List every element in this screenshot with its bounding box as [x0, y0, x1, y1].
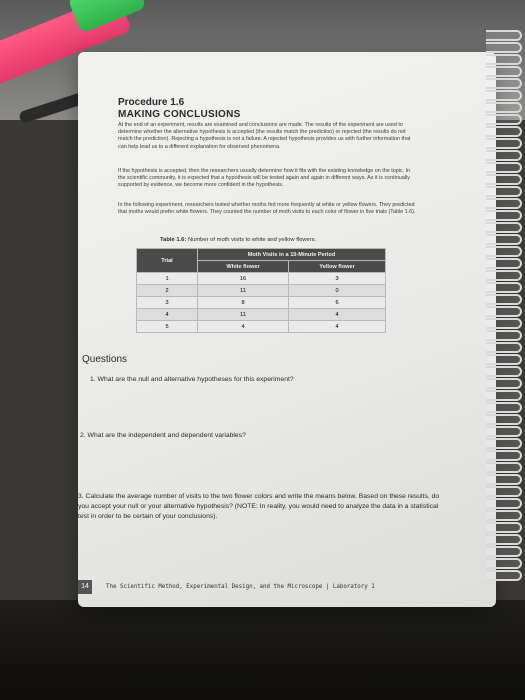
trial-cell: 1 [137, 273, 198, 285]
table-row [137, 273, 386, 285]
spiral-coil [486, 42, 522, 53]
spiral-coil [486, 570, 522, 581]
spiral-coil [486, 114, 522, 125]
spiral-coil [486, 486, 522, 497]
spiral-coil [486, 78, 522, 89]
spiral-coil [486, 66, 522, 77]
desk-shadow [0, 600, 525, 700]
spiral-coil [486, 102, 522, 113]
paragraph-3: In the following experiment, researchers tested whether moths fed more frequently at white or yellow flowers. They predicted that moths would prefer white flowers. They counted the number of moth visits to each color of flower in five trials (Table 1.6). [118, 202, 416, 216]
table-row [137, 285, 386, 297]
spiral-coil [486, 510, 522, 521]
spiral-coil [486, 234, 522, 245]
spiral-coil [486, 534, 522, 545]
white-count-cell: 16 [198, 273, 289, 285]
yellow-count-cell: 6 [289, 297, 386, 309]
spiral-coil [486, 330, 522, 341]
spiral-coil [486, 474, 522, 485]
spiral-coil [486, 414, 522, 425]
spiral-coil [486, 462, 522, 473]
spiral-coil [486, 30, 522, 41]
yellow-count-cell: 3 [289, 273, 386, 285]
spiral-coil [486, 186, 522, 197]
table-row [137, 297, 386, 309]
spiral-coil [486, 366, 522, 377]
spiral-coil [486, 162, 522, 173]
spiral-coil [486, 138, 522, 149]
table-caption [160, 237, 316, 243]
spiral-coil [486, 342, 522, 353]
spiral-coil [486, 174, 522, 185]
textbook-page [78, 52, 496, 607]
yellow-count-cell: 4 [289, 321, 386, 333]
spiral-coil [486, 390, 522, 401]
spiral-coil [486, 258, 522, 269]
spiral-coil [486, 438, 522, 449]
table-row [137, 309, 386, 321]
white-count-cell: 4 [198, 321, 289, 333]
white-count-cell: 8 [198, 297, 289, 309]
spiral-coil [486, 126, 522, 137]
spiral-coil [486, 498, 522, 509]
trial-header: Trial [137, 249, 198, 273]
white-flower-header: White flower [198, 261, 289, 273]
page-footer: The Scientific Method, Experimental Design, and the Microscope | Laboratory 1 [106, 584, 375, 590]
spiral-coil [486, 282, 522, 293]
table-caption-text: Number of moth visits to white and yellow flowers. [187, 237, 317, 243]
question-1: 1. What are the null and alternative hypotheses for this experiment? [90, 376, 294, 383]
spiral-coil [486, 354, 522, 365]
section-title: MAKING CONCLUSIONS [118, 109, 241, 120]
spiral-coil [486, 378, 522, 389]
questions-heading: Questions [82, 354, 128, 365]
moth-visits-group-header: Moth Visits in a 10-Minute Period [198, 249, 386, 261]
paragraph-2: If the hypothesis is accepted, then the researchers usually determine how it fits with the existing knowledge on the topic. In the scientific community, it is expected that a hypothesis will be tested again and again in different ways. As it is continually supported by evidence, we become more confident in the hypothesis. [118, 168, 411, 189]
trial-cell: 2 [137, 285, 198, 297]
spiral-coil [486, 150, 522, 161]
question-3: 3. Calculate the average number of visits to the two flower colors and write the means below. Based on these results, do you accept your null or your alternative hypothesis? (NOTE: In reality, you would need to analyze the data in a statistical test in order to be certain of your conclusions). [78, 493, 440, 520]
spiral-coil [486, 294, 522, 305]
spiral-coil [486, 210, 522, 221]
spiral-coil [486, 222, 522, 233]
procedure-number: Procedure 1.6 [118, 97, 185, 108]
spiral-coil [486, 198, 522, 209]
spiral-coil [486, 558, 522, 569]
paragraph-1: At the end of an experiment, results are examined and conclusions are made. The results of the experiment are used to determine whether the alternative hypothesis is accepted (the results match the prediction) or rejected (the results do not match the prediction). Rejecting a hypothesis is not a failure. A rejected hypothesis provides us with further information that can help lead us to a different explanation for observed phenomena. [118, 122, 411, 150]
white-count-cell: 11 [198, 285, 289, 297]
spiral-coil [486, 402, 522, 413]
trial-cell: 4 [137, 309, 198, 321]
white-count-cell: 11 [198, 309, 289, 321]
spiral-coil [486, 54, 522, 65]
table-caption-label: Table 1.6: [160, 237, 187, 243]
yellow-count-cell: 0 [289, 285, 386, 297]
spiral-coil [486, 270, 522, 281]
spiral-coil [486, 546, 522, 557]
spiral-coil [486, 246, 522, 257]
table-row [137, 321, 386, 333]
spiral-coil [486, 306, 522, 317]
trial-cell: 5 [137, 321, 198, 333]
spiral-coil [486, 522, 522, 533]
spiral-coil [486, 318, 522, 329]
yellow-flower-header: Yellow flower [289, 261, 386, 273]
yellow-count-cell: 4 [289, 309, 386, 321]
trial-cell: 3 [137, 297, 198, 309]
spiral-binding [480, 30, 525, 590]
spiral-coil [486, 90, 522, 101]
question-2: 2. What are the independent and dependent variables? [80, 432, 246, 439]
spiral-coil [486, 426, 522, 437]
page-number: 14 [78, 580, 92, 594]
spiral-coil [486, 450, 522, 461]
moth-visits-table [136, 248, 386, 333]
